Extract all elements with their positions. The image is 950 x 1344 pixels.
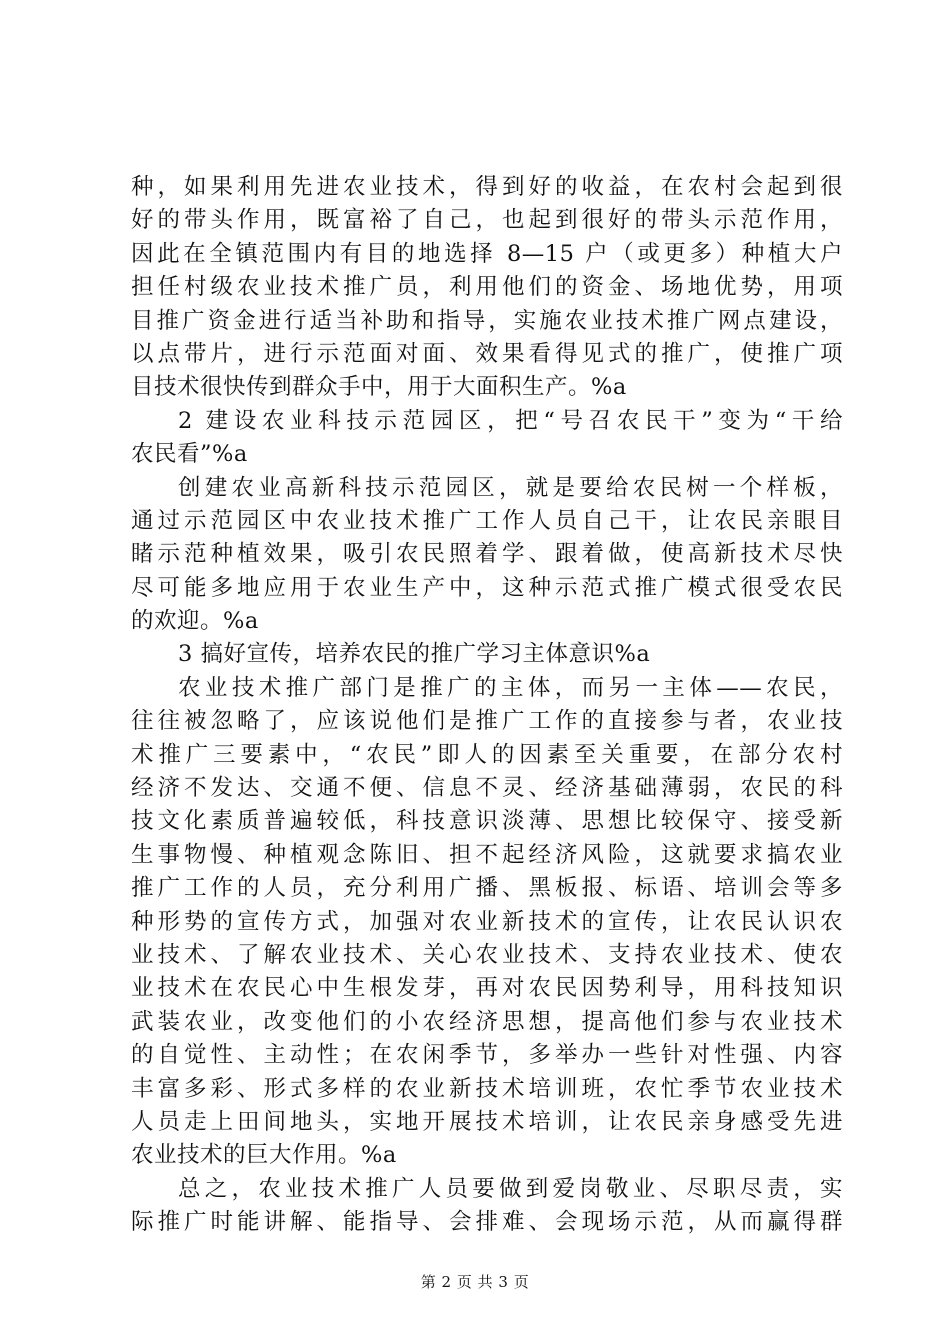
text-line: 担任村级农业技术推广员，利用他们的资金、场地优势，用项 bbox=[131, 274, 843, 301]
text-line: 经济不发达、交通不便、信息不灵、经济基础薄弱，农民的科 bbox=[131, 775, 843, 802]
text-line: 的欢迎。%a bbox=[131, 608, 259, 635]
text-line: 农业技术的巨大作用。%a bbox=[131, 1142, 397, 1169]
document-body bbox=[131, 171, 843, 1240]
text-line: 技文化素质普遍较低，科技意识淡薄、思想比较保守、接受新 bbox=[131, 808, 843, 835]
text-line: 业技术、了解农业技术、关心农业技术、支持农业技术、使农 bbox=[131, 941, 843, 968]
text-line: 好的带头作用，既富裕了自己，也起到很好的带头示范作用， bbox=[131, 207, 843, 234]
text-line: 丰富多彩、形式多样的农业新技术培训班，农忙季节农业技术 bbox=[131, 1075, 843, 1102]
text-line: 目技术很快传到群众手中，用于大面积生产。%a bbox=[131, 374, 627, 401]
text-line: 往往被忽略了，应该说他们是推广工作的直接参与者，农业技 bbox=[131, 708, 843, 735]
text-line: 种形势的宣传方式，加强对农业新技术的宣传，让农民认识农 bbox=[131, 908, 843, 935]
text-line: 目推广资金进行适当补助和指导，实施农业技术推广网点建设， bbox=[131, 307, 843, 334]
text-line: 人员走上田间地头，实地开展技术培训，让农民亲身感受先进 bbox=[131, 1108, 843, 1135]
text-line: 的自觉性、主动性；在农闲季节，多举办一些针对性强、内容 bbox=[131, 1042, 843, 1069]
text-line: 创建农业高新科技示范园区，就是要给农民树一个样板， bbox=[178, 474, 843, 501]
text-line: 推广工作的人员，充分利用广播、黑板报、标语、培训会等多 bbox=[131, 875, 843, 902]
text-line: 通过示范园区中农业技术推广工作人员自己干，让农民亲眼目 bbox=[131, 507, 843, 534]
text-line: 际推广时能讲解、能指导、会排难、会现场示范，从而赢得群 bbox=[131, 1209, 843, 1236]
text-line: 农业技术推广部门是推广的主体，而另一主体——农民， bbox=[178, 674, 843, 701]
text-line: 种，如果利用先进农业技术，得到好的收益，在农村会起到很 bbox=[131, 174, 843, 200]
text-line: 生事物慢、种植观念陈旧、担不起经济风险，这就要求搞农业 bbox=[131, 841, 843, 868]
page-number-footer: 第 2 页 共 3 页 bbox=[420, 1273, 530, 1291]
text-line: 武装农业，改变他们的小农经济思想，提高他们参与农业技术 bbox=[131, 1008, 843, 1035]
text-line: 术推广三要素中，“农民”即人的因素至关重要，在部分农村 bbox=[131, 741, 843, 768]
text-line: 因此在全镇范围内有目的地选择 8—15 户（或更多）种植大户 bbox=[131, 240, 843, 267]
text-line: 总之，农业技术推广人员要做到爱岗敬业、尽职尽责，实 bbox=[178, 1175, 843, 1202]
text-line: 业技术在农民心中生根发芽，再对农民因势利导，用科技知识 bbox=[131, 975, 843, 1002]
text-line: 以点带片，进行示范面对面、效果看得见式的推广，使推广项 bbox=[131, 340, 843, 367]
text-line: 睹示范种植效果，吸引农民照着学、跟着做，使高新技术尽快 bbox=[131, 541, 843, 568]
section-heading: 2 建设农业科技示范园区，把“号召农民干”变为“干给 bbox=[178, 407, 843, 434]
section-heading: 3 搞好宣传，培养农民的推广学习主体意识%a bbox=[178, 641, 651, 668]
text-line: 尽可能多地应用于农业生产中，这种示范式推广模式很受农民 bbox=[131, 574, 843, 601]
section-heading-continuation: 农民看”%a bbox=[131, 441, 248, 468]
